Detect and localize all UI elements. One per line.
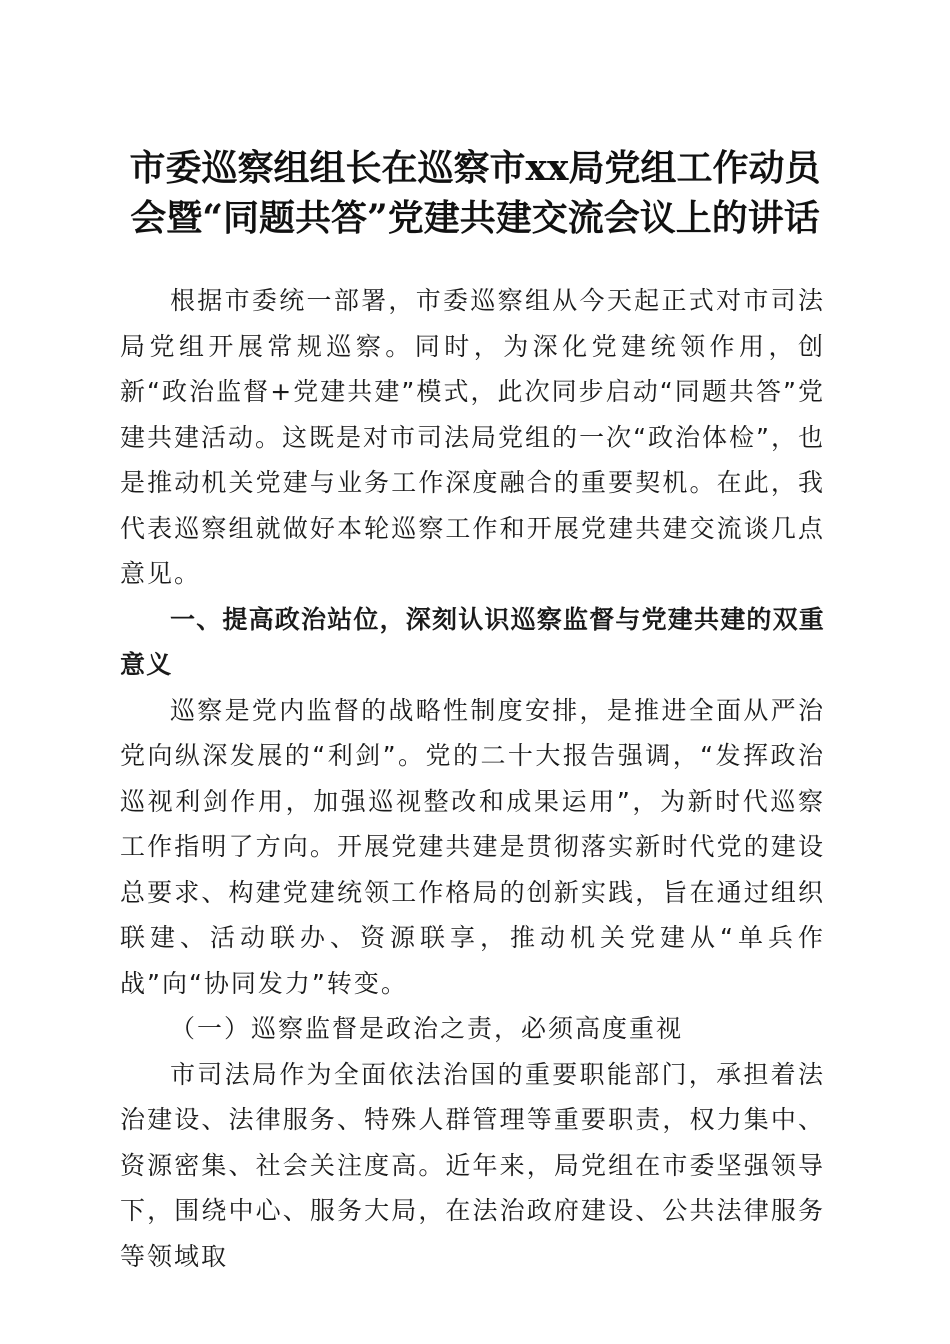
section-heading-1: 一、提高政治站位，深刻认识巡察监督与党建共建的双重意义 (120, 604, 826, 679)
document-title-line-2: 会暨“同题共答”党建共建交流会议上的讲话 (130, 197, 820, 239)
body-paragraph-intro: 根据市委统一部署，市委巡察组从今天起正式对市司法局党组开展常规巡察。同时，为深化党建统领作用，创新“政治监督+党建共建”模式，此次同步启动“同题共答”党建共建活动。这既是对市司法局党组的一次“政治体检”，也是推动机关党建与业务工作深度融合的重要契机。在此，我代表巡察组就做好本轮巡察工作和开展党建共建交流谈几点意见。 (120, 286, 825, 588)
body-paragraph-2: 巡察是党内监督的战略性制度安排，是推进全面从严治党向纵深发展的“利剑”。党的二十大报告强调，“发挥政治巡视利剑作用，加强巡视整改和成果运用”，为新时代巡察工作指明了方向。开展党建共建是贯彻落实新时代党的建设总要求、构建党建统领工作格局的创新实践，旨在通过组织联建、活动联办、资源联享，推动机关党建从“单兵作战”向“协同发力”转变。 (120, 695, 825, 998)
document-title-line-1: 市委巡察组组长在巡察市xx局党组工作动员 (129, 147, 821, 189)
subsection-heading-1: （一）巡察监督是政治之责，必须高度重视 (170, 1014, 684, 1043)
body-paragraph-3: 市司法局作为全面依法治国的重要职能部门，承担着法治建设、法律服务、特殊人群管理等重要职责，权力集中、资源密集、社会关注度高。近年来，局党组在市委坚强领导下，围绕中心、服务大局，在法治政府建设、公共法律服务等领域取 (120, 1059, 825, 1271)
document-body (120, 278, 825, 1279)
